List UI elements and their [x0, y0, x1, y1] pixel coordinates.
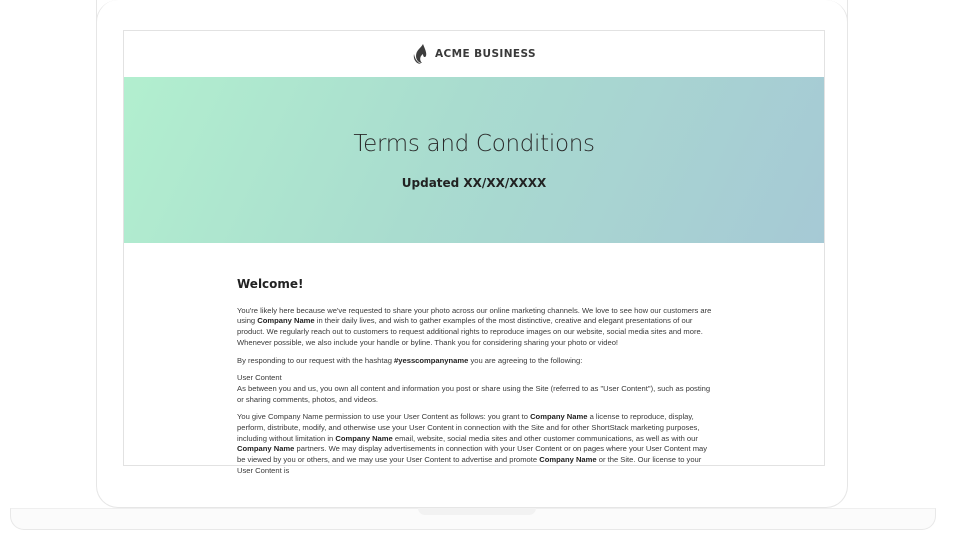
page-title: Terms and Conditions	[353, 131, 595, 157]
hashtag-paragraph	[237, 356, 712, 367]
updated-date: Updated XX/XX/XXXX	[401, 176, 547, 190]
text-span: By responding to our request with the hashtag	[237, 355, 395, 365]
laptop-screen	[123, 30, 825, 475]
company-name: Company Name	[237, 444, 295, 454]
site-header	[124, 31, 824, 77]
welcome-heading: Welcome!	[237, 277, 304, 291]
company-name: Company Name	[539, 455, 597, 465]
laptop-notch	[418, 508, 536, 515]
text-span: As between you and us, you own all content and information you post or share using the Site (referred to as "User Content"), such as posting or sharing comments, photos, and videos.	[237, 383, 711, 404]
text-span: you are agreeing to the following:	[468, 355, 583, 365]
section-title: User Content	[237, 373, 282, 383]
terms-content	[124, 243, 712, 477]
company-name: Company Name	[257, 316, 315, 326]
text-span: email, website, social media sites and other customer communications, as well as with our	[392, 433, 698, 443]
hero-banner	[124, 77, 824, 243]
text-span: You're likely here because we've requested to share your photo across our online marketing channels. We love to see how our customers are using	[237, 305, 712, 326]
text-span: in their daily lives, and wish to gather examples of the most distinctive, creative and elegant presentations of our product. We regularly reach out to customers to request additional rights to reproduce images on our website, social media sites and more. Whenever possible, we also include your handle or byline. Thank you for considering sharing your photo or video!	[237, 316, 703, 347]
text-span: or the Site. Our license to your User Content is	[237, 455, 702, 475]
leaf-flame-icon	[412, 43, 430, 65]
user-content-paragraph	[237, 373, 712, 405]
company-name: Company Name	[530, 412, 588, 422]
brand-logo[interactable]	[412, 43, 536, 65]
hashtag: #yesscompanyname	[394, 355, 469, 365]
text-span: partners. We may display advertisements in connection with your User Content or on pages where your User Content may be viewed by you or others, and we may use your User Content to advertise and promote	[237, 444, 708, 465]
text-span: You give Company Name permission to use your User Content as follows: you grant to	[237, 412, 531, 422]
brand-name: ACME BUSINESS	[435, 48, 536, 60]
license-paragraph	[237, 412, 712, 476]
company-name: Company Name	[335, 433, 393, 443]
intro-paragraph	[237, 306, 712, 349]
text-span: a license to reproduce, display, perform, distribute, modify, and otherwise use your User Content in connection with the Site and for other ShortStack marketing purposes, including without limitation in	[237, 412, 700, 443]
